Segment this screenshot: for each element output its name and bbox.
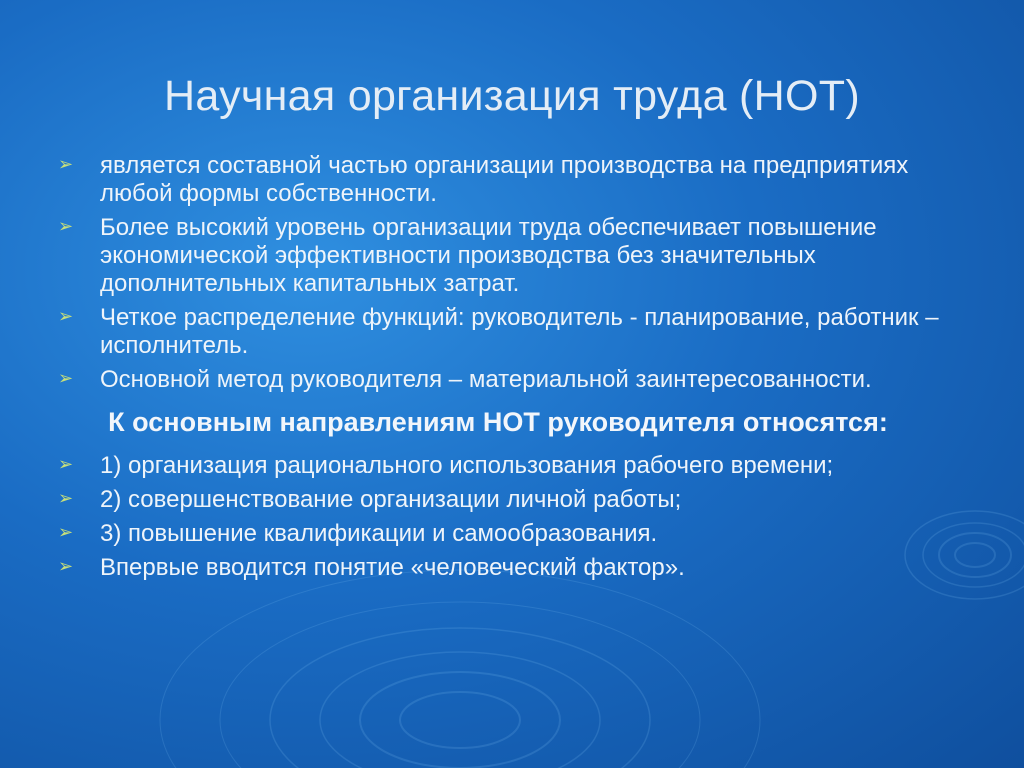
- chevron-right-arrow-icon: ➢: [58, 216, 74, 236]
- chevron-right-arrow-icon: ➢: [58, 368, 74, 388]
- chevron-right-arrow-icon: ➢: [58, 306, 74, 326]
- chevron-right-arrow-icon: ➢: [58, 556, 74, 576]
- list-item-text: Основной метод руководителя – материальной заинтересованности.: [100, 366, 872, 393]
- list-item-text: 1) организация рационального использования рабочего времени;: [100, 452, 834, 479]
- list-item: [58, 152, 958, 208]
- list-item-text: 3) повышение квалификации и самообразования.: [100, 520, 658, 547]
- list-item: [58, 366, 958, 394]
- list-item-text: Четкое распределение функций: руководитель - планирование, работник – исполнитель.: [100, 304, 939, 359]
- slide-content: [58, 152, 958, 588]
- chevron-right-arrow-icon: ➢: [58, 488, 74, 508]
- list-item: [58, 554, 958, 582]
- section-subheading: К основным направлениям НОТ руководителя относятся:: [108, 407, 888, 437]
- list-item: [58, 520, 958, 548]
- list-item: [58, 452, 958, 480]
- chevron-right-arrow-icon: ➢: [58, 522, 74, 542]
- chevron-right-arrow-icon: ➢: [58, 154, 74, 174]
- chevron-right-arrow-icon: ➢: [58, 454, 74, 474]
- list-item: [58, 304, 958, 360]
- list-item-text: Более высокий уровень организации труда обеспечивает повышение экономической эффективности производства без значительных дополнительных капитальных затрат.: [100, 214, 877, 297]
- list-item: [58, 214, 958, 298]
- list-item: [58, 486, 958, 514]
- slide-title: Научная организация труда (НОТ): [164, 72, 860, 120]
- list-item-text: 2) совершенствование организации личной работы;: [100, 486, 682, 513]
- list-item-text: является составной частью организации производства на предприятиях любой формы собственности.: [100, 152, 909, 207]
- list-item-text: Впервые вводится понятие «человеческий фактор».: [100, 554, 685, 581]
